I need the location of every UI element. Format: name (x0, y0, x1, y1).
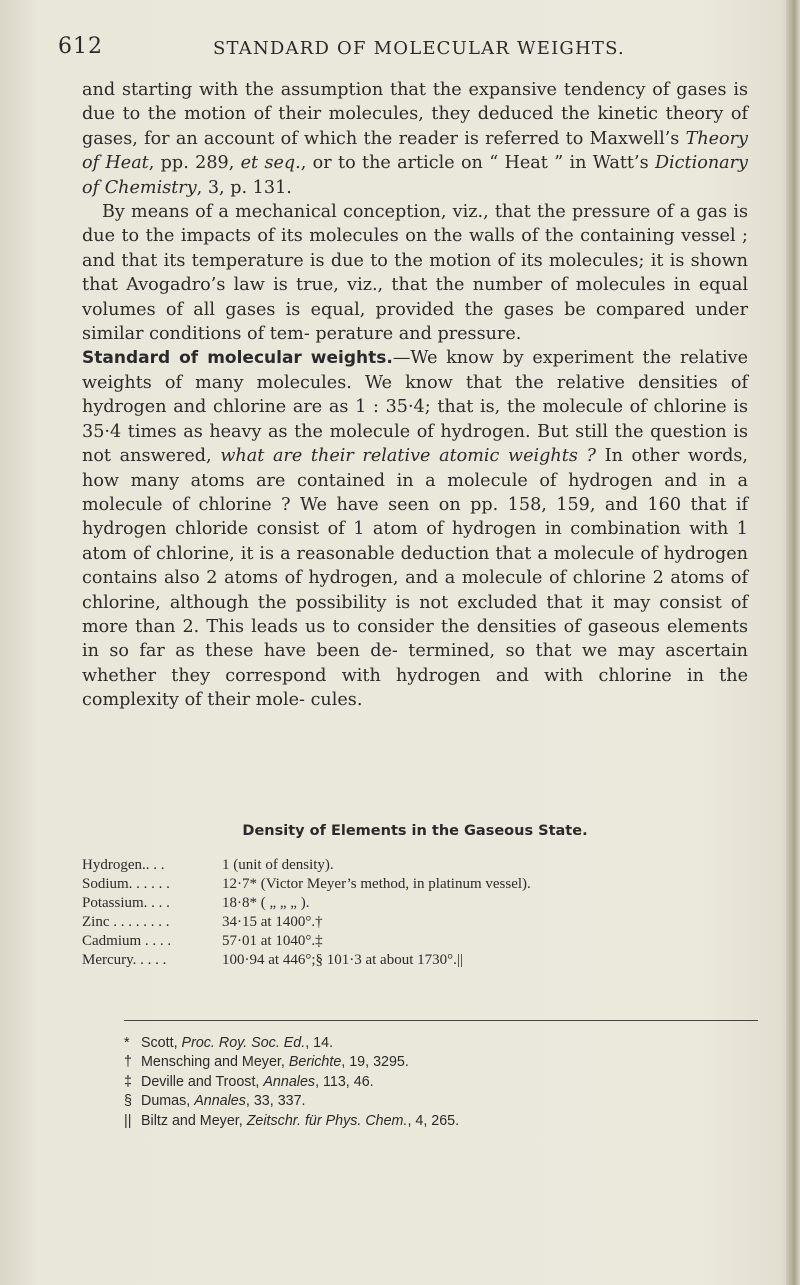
density-value: 57·01 at 1040°.‡ (222, 933, 323, 949)
density-value: 12·7* (Victor Meyer’s method, in platinum vessel). (222, 876, 531, 892)
footnote (124, 1053, 754, 1072)
table-row (82, 875, 748, 894)
text-run: , 4, 265. (407, 1112, 460, 1129)
text-run: , 19, 3295. (341, 1054, 409, 1071)
table-title: Density of Elements in the Gaseous State. (242, 823, 588, 839)
footnote-mark: ‡ (124, 1073, 132, 1090)
italic-text: Proc. Roy. Soc. Ed. (181, 1035, 306, 1051)
text-run: —We know by experiment the relative weights of many molecules. We know that the relative densities of hydrogen and chlorine are as 1 : 35·4; that is, the molecule of chlorine is 35·4 times as heavy as the molecule of hydrogen. But still the question is not answered, (82, 348, 748, 467)
footnote (124, 1112, 754, 1131)
paragraph-avogadro: By means of a mechanical conception, viz., that the pressure of a gas is due to the impacts of its molecules on the walls of the containing vessel ; and that its temperature is due to the motion of its molecules; it is shown that Avogadro’s law is true, viz., that the number of molecules in equal volumes of all gases is equal, provided the gases be compared under similar conditions of tem- perature and pressure. (82, 202, 748, 345)
element-name: Potassium. . . . (82, 895, 170, 911)
page-header (58, 22, 748, 62)
italic-text: Annales (263, 1073, 316, 1090)
element-name: Cadmium . . . . (82, 933, 172, 949)
footnotes (124, 1034, 754, 1131)
footnote-mark: * (124, 1035, 130, 1051)
density-value: 34·15 at 1400°.† (222, 914, 323, 930)
paragraph-kinetic-theory (82, 78, 748, 200)
running-head: STANDARD OF MOLECULAR WEIGHTS. (213, 38, 625, 59)
footnote-text (141, 1112, 754, 1131)
text-run: and starting with the assumption that the expansive tendency of gases is due to the motion of their molecules, they deduced the kinetic theory of gases, for an account of which the reader is referred to Maxwell’s (82, 80, 748, 149)
density-table (82, 856, 748, 970)
italic-text: et seq. (240, 153, 301, 174)
page-number: 612 (58, 34, 103, 59)
footnote-mark: § (124, 1093, 132, 1110)
element-name: Sodium. . . . . . (82, 876, 170, 892)
page-edge-shadow (786, 0, 800, 1285)
italic-text: Annales (194, 1093, 246, 1110)
footnote-text (141, 1073, 754, 1092)
text-run: Mensching and Meyer, (141, 1054, 289, 1071)
footnote-rule (124, 1020, 758, 1021)
body-text (82, 78, 748, 713)
element-name: Mercury. . . . . (82, 952, 167, 968)
text-run: , 33, 337. (245, 1093, 306, 1110)
text-run: Biltz and Meyer, (141, 1112, 247, 1129)
table-row (82, 894, 748, 913)
italic-text: Theory of Heat (82, 128, 748, 174)
footnote-text (141, 1092, 754, 1111)
density-value: 18·8* ( „ „ „ ). (222, 895, 310, 911)
italic-text: what are their relative atomic weights ? (220, 446, 596, 467)
table-row (82, 856, 748, 875)
footnote-mark: † (124, 1054, 132, 1071)
text-run: Scott, (141, 1035, 182, 1051)
text-run: Deville and Troost, (141, 1073, 264, 1090)
footnote (124, 1092, 754, 1111)
footnote-text (141, 1053, 754, 1072)
section-text (82, 348, 748, 710)
density-value: 1 (unit of density). (222, 857, 334, 873)
element-name: Zinc . . . . . . . . (82, 914, 170, 930)
paragraph-standard-weights (82, 346, 748, 712)
footnote (124, 1073, 754, 1092)
table-row (82, 951, 748, 970)
element-name: Hydrogen.. . . (82, 857, 165, 873)
text-run: , 14. (305, 1035, 334, 1051)
text-run: In other words, how many atoms are contained in a molecule of hydrogen and in a molecule of chlorine ? We have seen on pp. 158, 159, and 160 that if hydrogen chloride consist of 1 atom of hydrogen in combination with 1 atom of chlorine, it is a reasonable deduction that a molecule of hydrogen contains also 2 atoms of hydrogen, and a molecule of chlorine 2 atoms of chlorine, although the possibility is not excluded that it may consist of more than 2. This leads us to consider the densities of gaseous elements in so far as these have been de- termined, so that we may ascertain whether they correspond with hydrogen and with chlorine in the complexity of their mole- cules. (82, 446, 748, 711)
italic-text: Dictionary of Chemistry (82, 153, 748, 198)
footnote (124, 1034, 754, 1053)
footnote-mark: || (124, 1112, 132, 1129)
italic-text: Berichte (288, 1054, 342, 1071)
text-run: , 113, 46. (315, 1073, 374, 1090)
footnote-text (141, 1034, 754, 1053)
italic-text: Zeitschr. für Phys. Chem. (246, 1112, 408, 1129)
density-value: 100·94 at 446°;§ 101·3 at about 1730°.|| (222, 952, 463, 968)
text-run: , or to the article on “ Heat ” in Watt’s (300, 153, 655, 174)
section-heading: Standard of molecular weights. (82, 348, 393, 369)
table-row (82, 913, 748, 932)
text-run: Dumas, (141, 1093, 195, 1110)
table-row (82, 932, 748, 951)
text-run: , pp. 289, (148, 153, 241, 174)
text-run: , 3, p. 131. (196, 177, 292, 198)
